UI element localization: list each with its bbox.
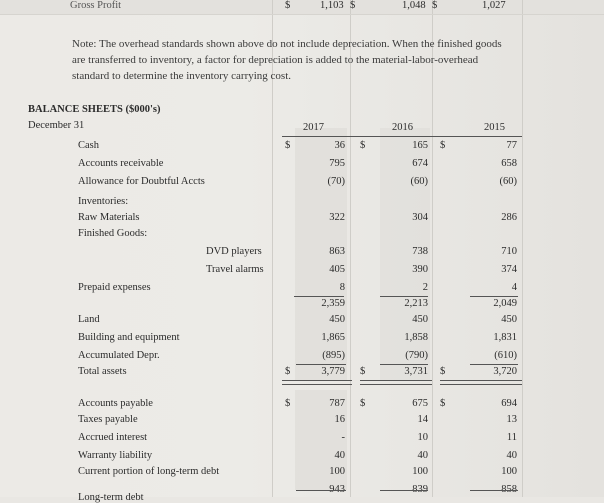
- dollar-sign: $: [440, 398, 446, 409]
- subtotal-underline: [296, 490, 346, 491]
- gp-dollar-2017: $: [285, 0, 291, 11]
- row-value: 1,858: [404, 332, 428, 343]
- row-value: 863: [329, 246, 345, 257]
- gridline: [0, 14, 604, 15]
- row-value: 2,213: [404, 298, 428, 309]
- dollar-sign: $: [285, 366, 291, 377]
- row-value: 322: [329, 212, 345, 223]
- row-value: 374: [501, 264, 517, 275]
- subtotal-underline: [380, 490, 428, 491]
- row-label: Accounts receivable: [78, 158, 164, 169]
- row-value: 4: [511, 282, 517, 293]
- gridline: [522, 0, 523, 497]
- year-2016: 2016: [392, 122, 413, 133]
- gp-dollar-2015: $: [432, 0, 438, 11]
- row-label: Cash: [78, 140, 99, 151]
- balance-sheet-date: December 31: [28, 120, 85, 131]
- year-underline: [282, 136, 522, 137]
- row-value: 40: [334, 450, 345, 461]
- row-value: 77: [506, 140, 517, 151]
- row-label: DVD players: [206, 246, 262, 257]
- gp-2015: 1,027: [482, 0, 506, 11]
- row-label: Inventories:: [78, 196, 129, 207]
- row-value: (610): [494, 350, 517, 361]
- row-value: 165: [412, 140, 428, 151]
- row-label: Raw Materials: [78, 212, 140, 223]
- row-label: Current portion of long-term debt: [78, 466, 220, 477]
- row-value: 795: [329, 158, 345, 169]
- row-value: -: [341, 432, 345, 443]
- gp-2016: 1,048: [402, 0, 426, 11]
- row-label: Land: [78, 314, 100, 325]
- row-value: 390: [412, 264, 428, 275]
- row-value: 2,359: [321, 298, 345, 309]
- row-value: 36: [334, 140, 345, 151]
- row-value: 8: [339, 282, 345, 293]
- row-value: (895): [322, 350, 345, 361]
- row-label: Accounts payable: [78, 398, 153, 409]
- overhead-note: Note: The overhead standards shown above do not include depreciation. When the finished goods are transferred to inventory, a factor for depreciation is added to the material-labor-overhead standard to determine the inventory carrying cost.: [72, 38, 502, 82]
- gp-2017: 1,103: [320, 0, 344, 11]
- row-value: 100: [412, 466, 428, 477]
- year-2017: 2017: [303, 122, 324, 133]
- row-label: Total assets: [78, 366, 127, 377]
- row-value: 16: [334, 414, 345, 425]
- subtotal-underline: [470, 490, 518, 491]
- row-value: 694: [501, 398, 517, 409]
- row-value: (60): [499, 176, 517, 187]
- subtotal-underline: [470, 364, 518, 365]
- row-value: 40: [506, 450, 517, 461]
- dollar-sign: $: [360, 398, 366, 409]
- row-value: 3,779: [321, 366, 345, 377]
- row-value: 658: [501, 158, 517, 169]
- row-value: 787: [329, 398, 345, 409]
- row-value: 14: [417, 414, 428, 425]
- row-value: 450: [501, 314, 517, 325]
- row-value: 710: [501, 246, 517, 257]
- row-value: 450: [412, 314, 428, 325]
- gp-dollar-2016: $: [350, 0, 356, 11]
- row-value: 10: [417, 432, 428, 443]
- row-value: 100: [329, 466, 345, 477]
- row-value: 405: [329, 264, 345, 275]
- row-value: 450: [329, 314, 345, 325]
- row-value: (790): [405, 350, 428, 361]
- year-2015: 2015: [484, 122, 505, 133]
- dollar-sign: $: [285, 398, 291, 409]
- row-label: Warranty liability: [78, 450, 153, 461]
- row-value: 738: [412, 246, 428, 257]
- row-value: 1,831: [493, 332, 517, 343]
- subtotal-underline: [380, 364, 428, 365]
- dollar-sign: $: [440, 140, 446, 151]
- row-value: 3,720: [493, 366, 517, 377]
- row-value: 11: [506, 432, 517, 443]
- total-double-underline: [440, 380, 522, 385]
- row-value: 3,731: [404, 366, 428, 377]
- row-label: Accumulated Depr.: [78, 350, 160, 361]
- row-value: 2,049: [493, 298, 517, 309]
- row-value: 13: [506, 414, 517, 425]
- row-value: 674: [412, 158, 428, 169]
- row-value: 100: [501, 466, 517, 477]
- row-label: Allowance for Doubtful Accts: [78, 176, 205, 187]
- row-label: Long-term debt: [78, 492, 144, 503]
- dollar-sign: $: [285, 140, 291, 151]
- row-value: (60): [410, 176, 428, 187]
- row-value: 1,865: [321, 332, 345, 343]
- subtotal-underline: [470, 296, 518, 297]
- subtotal-underline: [380, 296, 428, 297]
- row-label: Accrued interest: [78, 432, 148, 443]
- subtotal-underline: [294, 296, 344, 297]
- dollar-sign: $: [440, 366, 446, 377]
- row-value: (70): [327, 176, 345, 187]
- row-label: Taxes payable: [78, 414, 138, 425]
- row-value: 2: [422, 282, 428, 293]
- row-label: Building and equipment: [78, 332, 180, 343]
- row-value: 40: [417, 450, 428, 461]
- row-label: Finished Goods:: [78, 228, 148, 239]
- balance-sheet-title: BALANCE SHEETS ($000's): [28, 104, 161, 115]
- row-label: Prepaid expenses: [78, 282, 151, 293]
- dollar-sign: $: [360, 366, 366, 377]
- subtotal-underline: [296, 364, 346, 365]
- total-double-underline: [282, 380, 352, 385]
- total-double-underline: [360, 380, 432, 385]
- gross-profit-label: Gross Profit: [70, 0, 122, 11]
- dollar-sign: $: [360, 140, 366, 151]
- row-label: Travel alarms: [206, 264, 264, 275]
- row-value: 675: [412, 398, 428, 409]
- row-value: 304: [412, 212, 428, 223]
- row-value: 286: [501, 212, 517, 223]
